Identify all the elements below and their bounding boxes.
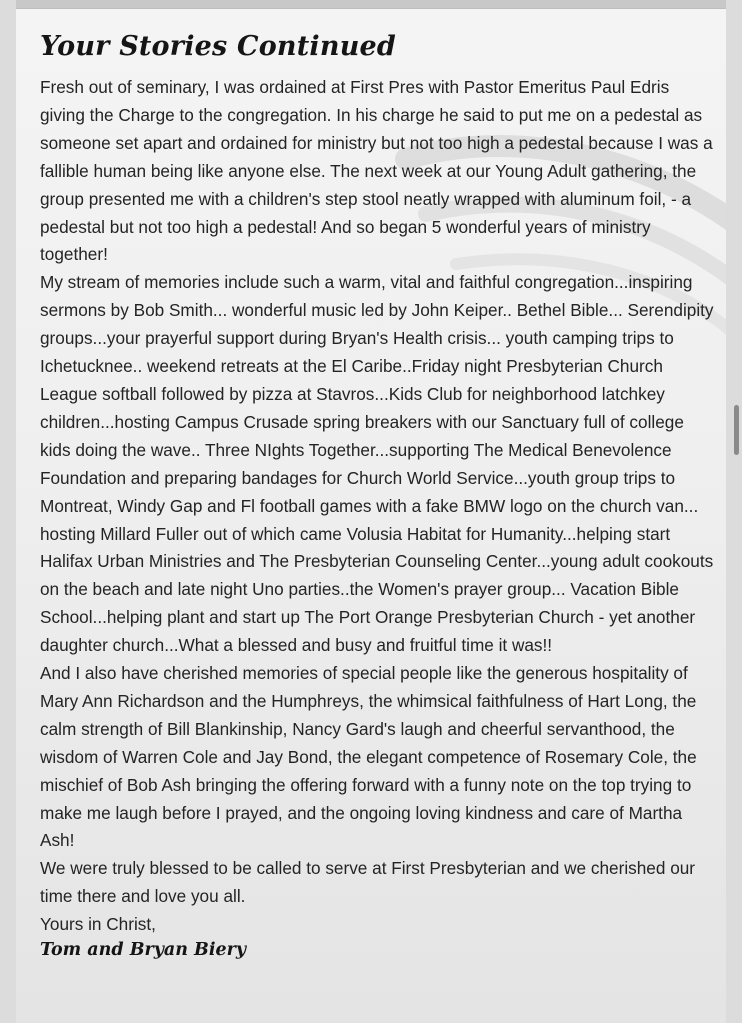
signature: Tom and Bryan Biery	[40, 940, 246, 961]
story-paragraph: My stream of memories include such a warm, vital and faithful congregation...inspiring sermons by Bob Smith... wonderful music led by John Keiper.. Bethel Bible... Serendipity groups...your prayerful support during Bryan's Health crisis... youth camping trips to Ichetucknee.. weekend retreats at the El Caribe..Friday night Presbyterian Church League softball followed by pizza at Stavros...Kids Club for neighborhood latchkey children...hosting Campus Crusade spring breakers with our Sanctuary full of college kids doing the wave.. Three NIghts Together...supporting The Medical Benevolence Foundation and preparing bandages for Church World Service...youth group trips to Montreat, Windy Gap and Fl football games with a fake BMW logo on the church van... hosting Millard Fuller out of which came Volusia Habitat for Humanity...helping start Halifax Urban Ministries and The Presbyterian Counseling Center...young adult cookouts on the beach and late night Uno parties..the Women's prayer group... Vacation Bible School...helping plant and start up The Port Orange Presbyterian Church - yet another daughter church...What a blessed and busy and fruitful time it was!!	[40, 272, 714, 656]
story-paragraph: Fresh out of seminary, I was ordained at First Pres with Pastor Emeritus Paul Edris giving the Charge to the congregation. In his charge he said to put me on a pedestal as someone set apart and ordained for ministry but not too high a pedestal because I was a fallible human being like anyone else. The next week at our Young Adult gathering, the group presented me with a children's step stool neatly wrapped with aluminum foil, - a pedestal but not too high a pedestal! And so began 5 wonderful years of ministry together!	[40, 77, 713, 265]
story-paragraph: And I also have cherished memories of special people like the generous hospitality of Mary Ann Richardson and the Humphreys, the whimsical faithfulness of Hart Long, the calm strength of Bill Blankinship, Nancy Gard's laugh and cheerful servanthood, the wisdom of Warren Cole and Jay Bond, the elegant competence of Rosemary Cole, the mischief of Bob Ash bringing the offering forward with a funny note on the top trying to make me laugh before I prayed, and the ongoing loving kindness and care of Martha Ash!	[40, 663, 697, 851]
top-divider-bar	[16, 0, 726, 9]
story-paragraph: We were truly blessed to be called to serve at First Presbyterian and we cherished our time there and love you all.	[40, 858, 696, 907]
page-title: Your Stories Continued	[40, 31, 397, 62]
story-page	[16, 9, 726, 1023]
story-content	[40, 31, 715, 960]
closing-line: Yours in Christ,	[40, 914, 156, 935]
scrollbar-thumb[interactable]	[734, 405, 739, 455]
